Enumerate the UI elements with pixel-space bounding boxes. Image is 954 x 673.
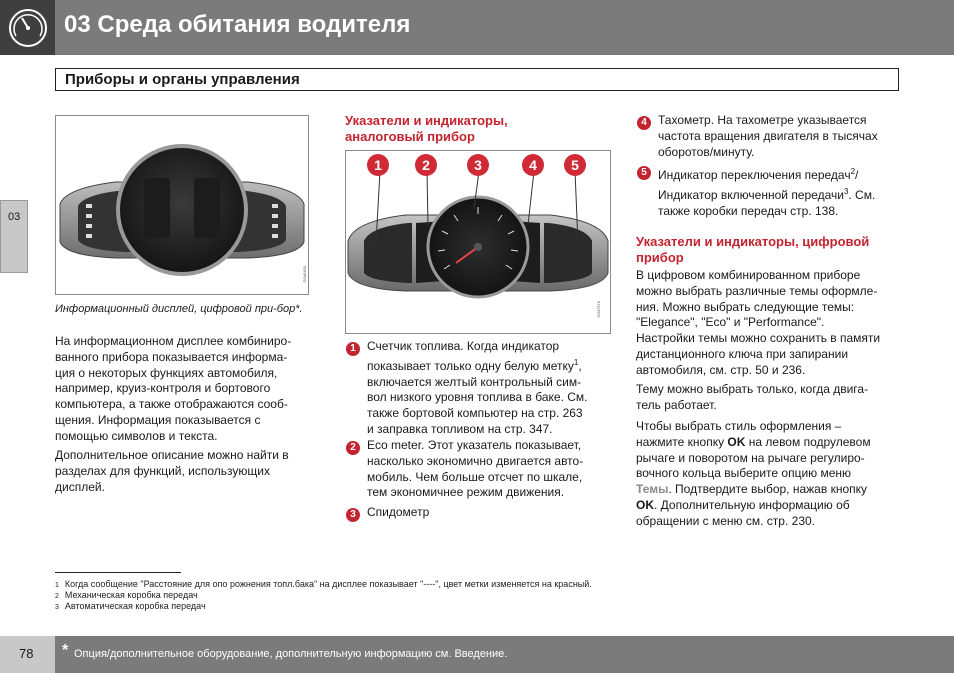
list-item-eco-meter: Eco meter. Этот указатель показывает, насколько экономично двигается авто- мобиль. Чем больше отсчет по шкале, тем экономичнее режим движения. <box>367 438 584 500</box>
right-paragraph-2: Тему можно выбрать только, когда двига- тель работает. <box>636 382 869 412</box>
figure-code: G047670 <box>596 301 601 318</box>
list-item-gear-indicator: Индикатор переключения передач$^2$/ Индикатор включенной передачи$^3$. См. также коробки передач стр. 138. <box>658 167 876 218</box>
ok-button-label: OK <box>727 434 746 449</box>
left-paragraph-2: Дополнительное описание можно найти в разделах для функций, использующих дисплей. <box>55 448 289 494</box>
chapter-tab-label: 03 <box>8 211 21 223</box>
option-star-icon: * <box>62 642 69 659</box>
page-number-box <box>0 636 55 673</box>
page-number: 78 <box>19 646 34 661</box>
list-number-4: 4 <box>637 116 651 130</box>
chapter-title: 03 Среда обитания водителя <box>64 11 411 38</box>
callout-2: 2 <box>415 154 437 176</box>
digital-gauges-heading: Указатели и индикаторы, цифровой прибор <box>636 234 870 265</box>
list-number-5: 5 <box>637 166 651 180</box>
digital-cluster-illustration <box>56 116 308 294</box>
footnote-2: 2 Механическая коробка передач <box>55 590 198 600</box>
page-header <box>0 0 954 55</box>
left-paragraph-1: На информационном дисплее комбиниро- ванного прибора показывается информа- ция о некоторых функциях автомобиля, например, круиз-контроля и бортового компьютера, а также отображаются сооб- щения. Информация показывается с помощью символов и текста. <box>55 334 292 443</box>
list-item-tachometer: Тахометр. На тахометре указывается частота вращения двигателя в тысячах оборотов/минуту. <box>658 113 878 159</box>
chapter-tab <box>0 200 28 273</box>
menu-option-themes: Темы <box>636 482 669 497</box>
speedometer-icon <box>0 0 55 55</box>
footnote-divider <box>55 572 181 573</box>
section-bar <box>55 68 899 91</box>
figure-caption: Информационный дисплей, цифровой при-бор*. <box>55 303 303 315</box>
section-title: Приборы и органы управления <box>65 71 300 88</box>
ok-button-label: OK <box>636 497 654 512</box>
analog-cluster-figure <box>345 150 611 334</box>
list-item-speedometer: Спидометр <box>367 505 430 519</box>
digital-cluster-figure <box>55 115 309 295</box>
analog-gauges-heading: Указатели и индикаторы, аналоговый прибор <box>345 113 508 144</box>
list-item-fuel: Счетчик топлива. Когда индикатор показывает только одну белую метку$^1$, включается желтый контрольный сим- вол низкого уровня топлива в баке. См. также бортовой компьютер на стр. 263 и заправка топливом на стр. 347. <box>367 339 588 436</box>
list-number-1: 1 <box>346 342 360 356</box>
callout-3: 3 <box>467 154 489 176</box>
callout-5: 5 <box>564 154 586 176</box>
analog-cluster-illustration <box>346 151 610 333</box>
right-paragraph-3: Чтобы выбрать стиль оформления – нажмите кнопку OK на левом подрулевом рычаге и поворотом на рычаге регулиро- вочного кольца выберите опцию меню Темы. Подтвердите выбор, нажав кнопку OK. Дополнительную информацию об обращении с меню см. стр. 230. <box>636 419 871 528</box>
footnote-1: 1 Когда сообщение "Расстояние для опо рожнения топл.бака" на дисплее показывает "----", цвет метки изменяется на красный. <box>55 579 592 589</box>
figure-code: G046400 <box>302 266 307 283</box>
right-paragraph-1: В цифровом комбинированном приборе можно выбрать различные темы оформле- ния. Можно выбрать следующие темы: "Elegance", "Eco" и "Performance". Настройки темы можно сохранить в памяти дистанционного ключа при запирании автомобиля, см. стр. 50 и 236. <box>636 268 881 377</box>
footnote-3: 3 Автоматическая коробка передач <box>55 601 206 611</box>
callout-4: 4 <box>522 154 544 176</box>
page-footer <box>0 636 954 673</box>
callout-1: 1 <box>367 154 389 176</box>
footer-note: Опция/дополнительное оборудование, дополнительную информацию см. Введение. <box>74 648 508 660</box>
list-number-3: 3 <box>346 508 360 522</box>
list-number-2: 2 <box>346 441 360 455</box>
